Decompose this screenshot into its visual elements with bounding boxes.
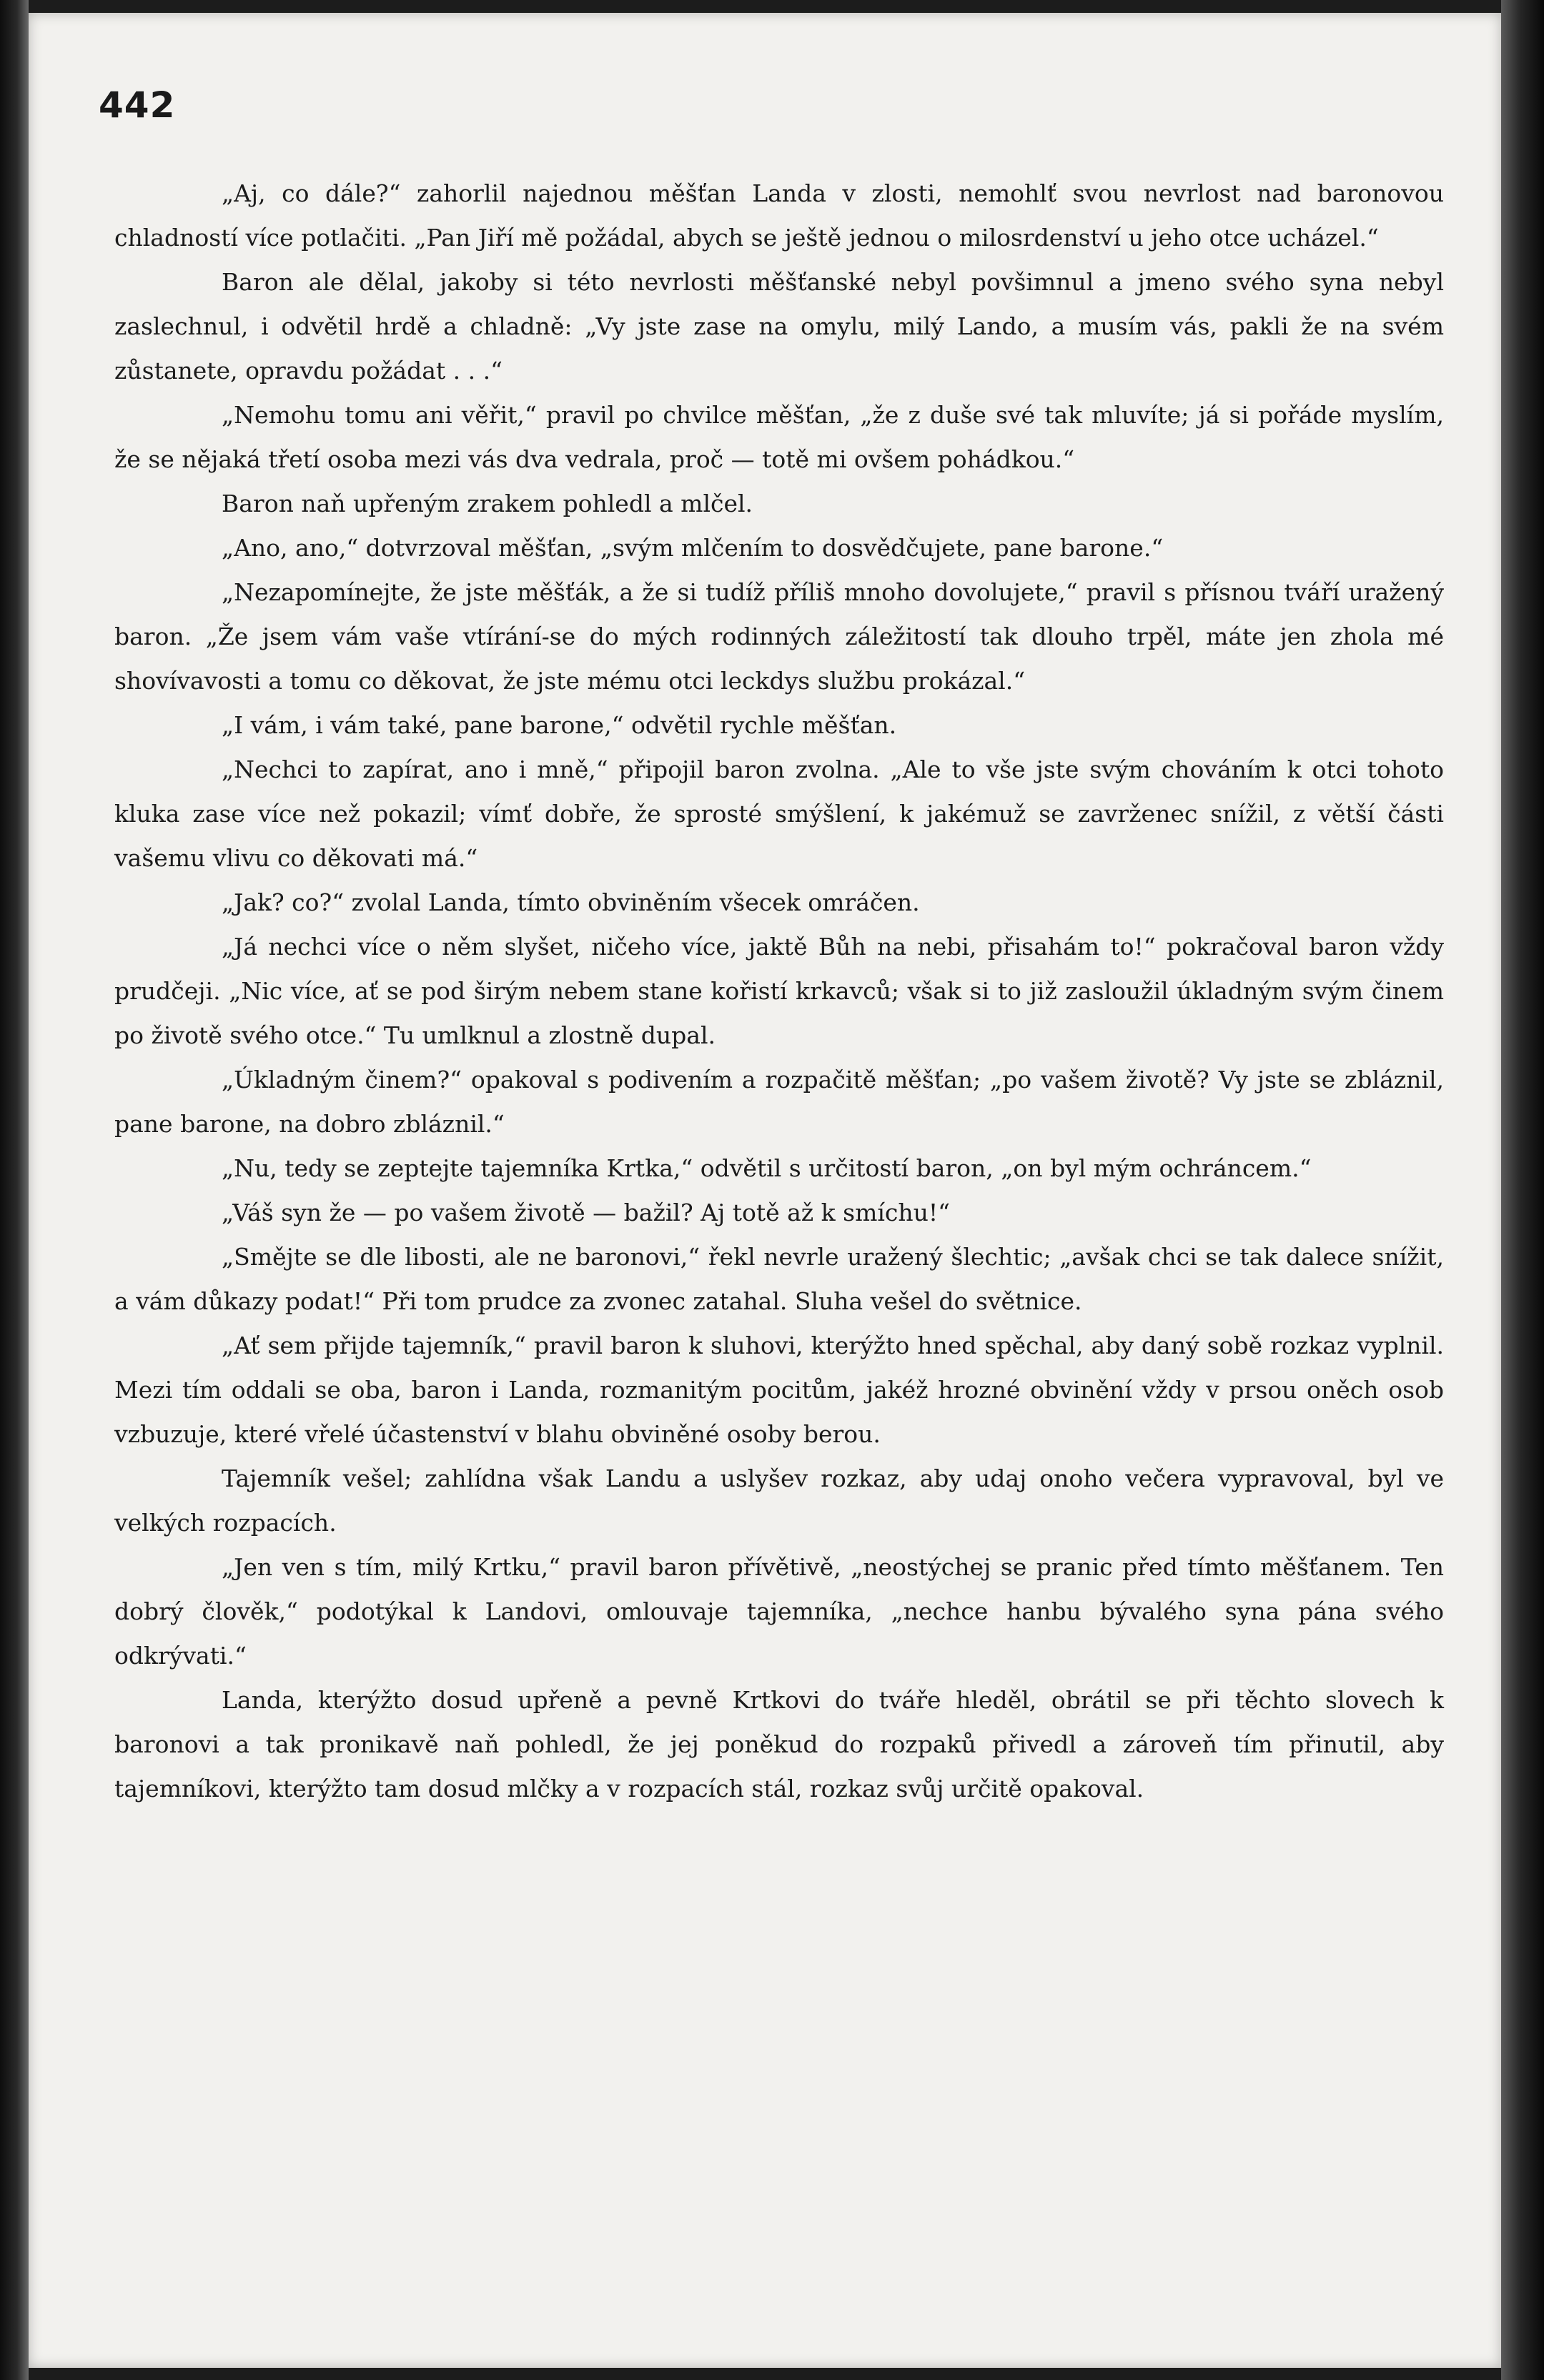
scan-edge-right: [1501, 0, 1544, 2380]
paragraph: „I vám, i vám také, pane barone,“ odvětil rychle měšťan.: [222, 711, 897, 739]
page-body: [114, 172, 1444, 1811]
scan-edge-left: [0, 0, 29, 2380]
paragraph: Baron naň upřeným zrakem pohledl a mlčel.: [222, 490, 753, 517]
paragraph: „Aj, co dále?“ zahorlil najednou měšťan Landa v zlosti, nemohlť svou nevrlost nad baronovou chladností více potlačiti. „Pan Jiří mě požádal, abych se ještě jednou o milosrdenství u jeho otce ucházel.“: [114, 179, 1444, 252]
paragraph: „Váš syn že — po vašem životě — bažil? Aj totě až k smíchu!“: [222, 1199, 951, 1226]
paragraph: „Úkladným činem?“ opakoval s podivením a rozpačitě měšťan; „po vašem životě? Vy jste se zbláznil, pane barone, na dobro zbláznil.“: [114, 1066, 1444, 1138]
paragraph: Landa, kterýžto dosud upřeně a pevně Krtkovi do tváře hleděl, obrátil se při těchto slovech k baronovi a tak pronikavě naň pohledl, že jej poněkud do rozpaků přivedl a zároveň tím přinutil, aby tajemníkovi, kterýžto tam dosud mlčky a v rozpacích stál, rozkaz svůj určitě opakoval.: [114, 1686, 1444, 1803]
paragraph: „Smějte se dle libosti, ale ne baronovi,“ řekl nevrle uražený šlechtic; „avšak chci se tak dalece snížit, a vám důkazy podat!“ Při tom prudce za zvonec zatahal. Sluha vešel do světnice.: [114, 1243, 1444, 1315]
page-number: 442: [99, 84, 176, 126]
paragraph: „Nezapomínejte, že jste měšťák, a že si tudíž příliš mnoho dovolujete,“ pravil s přísnou tváří uražený baron. „Že jsem vám vaše vtírání-se do mých rodinných záležitostí tak dlouho trpěl, máte jen zhola mé shovívavosti a tomu co děkovat, že jste mému otci leckdys službu prokázal.“: [114, 578, 1444, 695]
paragraph: Tajemník vešel; zahlídna však Landu a uslyšev rozkaz, aby udaj onoho večera vypravoval, byl ve velkých rozpacích.: [114, 1464, 1444, 1537]
paragraph: „Ano, ano,“ dotvrzoval měšťan, „svým mlčením to dosvědčujete, pane barone.“: [222, 534, 1164, 562]
paragraph: „Ať sem přijde tajemník,“ pravil baron k sluhovi, kterýžto hned spěchal, aby daný sobě rozkaz vyplnil. Mezi tím oddali se oba, baron i Landa, rozmanitým pocitům, jakéž hrozné obvinění vždy v prsou oněch osob vzbuzuje, které vřelé účastenství v blahu obviněné osoby berou.: [114, 1332, 1444, 1448]
paragraph: „Nemohu tomu ani věřit,“ pravil po chvilce měšťan, „že z duše své tak mluvíte; já si pořáde myslím, že se nějaká třetí osoba mezi vás dva vedrala, proč — totě mi ovšem pohádkou.“: [114, 401, 1444, 473]
paragraph: Baron ale dělal, jakoby si této nevrlosti měšťanské nebyl povšimnul a jmeno svého syna nebyl zaslechnul, i odvětil hrdě a chladně: „Vy jste zase na omylu, milý Lando, a musím vás, pakli že na svém zůstanete, opravdu požádat . . .“: [114, 268, 1444, 385]
paragraph: „Já nechci více o něm slyšet, ničeho více, jaktě Bůh na nebi, přisahám to!“ pokračoval baron vždy prudčeji. „Nic více, ať se pod širým nebem stane kořistí krkavců; však si to již zasloužil úkladným svým činem po životě svého otce.“ Tu umlknul a zlostně dupal.: [114, 933, 1444, 1049]
paragraph: „Nu, tedy se zeptejte tajemníka Krtka,“ odvětil s určitostí baron, „on byl mým ochráncem.“: [222, 1154, 1312, 1182]
paragraph: „Jak? co?“ zvolal Landa, tímto obviněním všecek omráčen.: [222, 888, 920, 916]
paragraph: „Nechci to zapírat, ano i mně,“ připojil baron zvolna. „Ale to vše jste svým chováním k otci tohoto kluka zase více než pokazil; vímť dobře, že sprosté smýšlení, k jakémuž se zavrženec snížil, z větší části vašemu vlivu co děkovati má.“: [114, 755, 1444, 872]
paragraph: „Jen ven s tím, milý Krtku,“ pravil baron přívětivě, „neostýchej se pranic před tímto měšťanem. Ten dobrý člověk,“ podotýkal k Landovi, omlouvaje tajemníka, „nechce hanbu bývalého syna pána svého odkrývati.“: [114, 1553, 1444, 1670]
